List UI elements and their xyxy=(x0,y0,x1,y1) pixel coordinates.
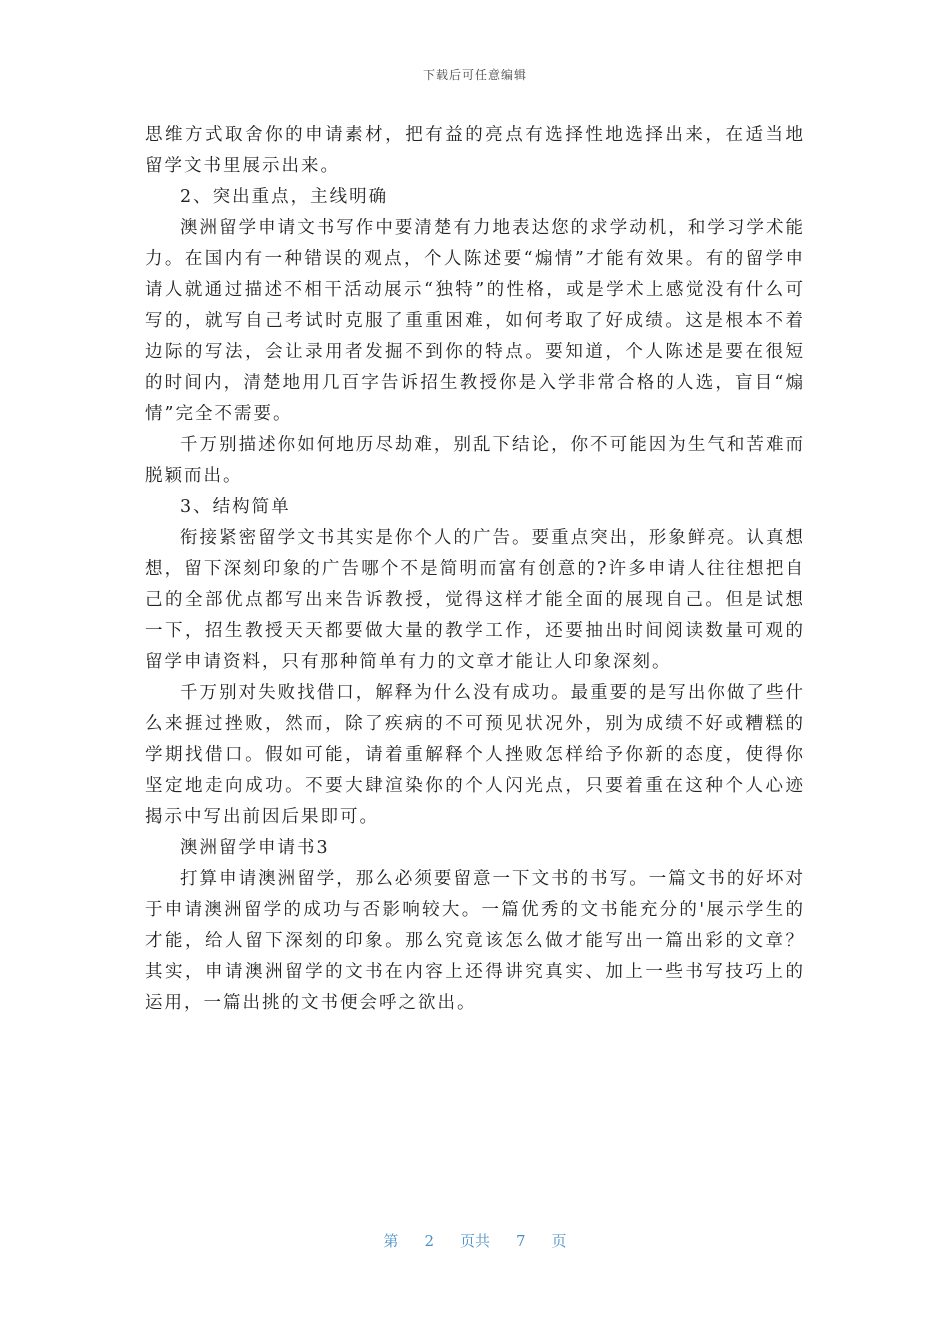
paragraph-continuation: 思维方式取舍你的申请素材，把有益的亮点有选择性地选择出来，在适当地留学文书里展示出来。 xyxy=(145,125,805,176)
document-body xyxy=(145,120,805,1019)
footer-middle: 页共 xyxy=(459,1232,490,1250)
paragraph: 澳洲留学申请文书写作中要清楚有力地表达您的求学动机，和学习学术能力。在国内有一种错误的观点，个人陈述要“煽情”才能有效果。有的留学申请人就通过描述不相干活动展示“独特”的性格，或是学术上感觉没有什么可写的，就写自己考试时克服了重重困难，如何考取了好成绩。这是根本不着边际的写法，会让录用者发掘不到你的特点。要知道，个人陈述是要在很短的时间内，清楚地用几百字告诉招生教授你是入学非常合格的人选，盲目“煽情”完全不需要。 xyxy=(145,218,805,424)
footer-prefix: 第 xyxy=(383,1232,399,1250)
article-title: 澳洲留学申请书3 xyxy=(180,838,330,858)
paragraph: 衔接紧密留学文书其实是你个人的广告。要重点突出，形象鲜亮。认真想想，留下深刻印象的广告哪个不是简明而富有创意的?许多申请人往往想把自己的全部优点都写出来告诉教授，觉得这样才能全面的展现自己。但是试想一下，招生教授天天都要做大量的教学工作，还要抽出时间阅读数量可观的留学申请资料，只有那种简单有力的文章才能让人印象深刻。 xyxy=(145,528,805,672)
current-page-number: 2 xyxy=(424,1232,434,1250)
total-page-count: 7 xyxy=(516,1232,526,1250)
section-heading-3: 3、结构简单 xyxy=(180,497,291,517)
paragraph: 打算申请澳洲留学，那么必须要留意一下文书的书写。一篇文书的好坏对于申请澳洲留学的成功与否影响较大。一篇优秀的文书能充分的'展示学生的才能，给人留下深刻的印象。那么究竟该怎么做才能写出一篇出彩的文章？其实，申请澳洲留学的文书在内容上还得讲究真实、加上一些书写技巧上的运用，一篇出挑的文书便会呼之欲出。 xyxy=(145,869,805,1013)
paragraph: 千万别描述你如何地历尽劫难，别乱下结论，你不可能因为生气和苦难而脱颖而出。 xyxy=(145,435,805,486)
page-footer xyxy=(0,1230,950,1251)
page-header: 下载后可任意编辑 xyxy=(422,68,527,82)
footer-suffix: 页 xyxy=(551,1232,567,1250)
section-heading-2: 2、突出重点，主线明确 xyxy=(180,187,389,207)
paragraph: 千万别对失败找借口，解释为什么没有成功。最重要的是写出你做了些什么来捱过挫败，然而，除了疾病的不可预见状况外，别为成绩不好或糟糕的学期找借口。假如可能，请着重解释个人挫败怎样给予你新的态度，使得你坚定地走向成功。不要大肆渲染你的个人闪光点，只要着重在这种个人心迹揭示中写出前因后果即可。 xyxy=(145,683,805,827)
